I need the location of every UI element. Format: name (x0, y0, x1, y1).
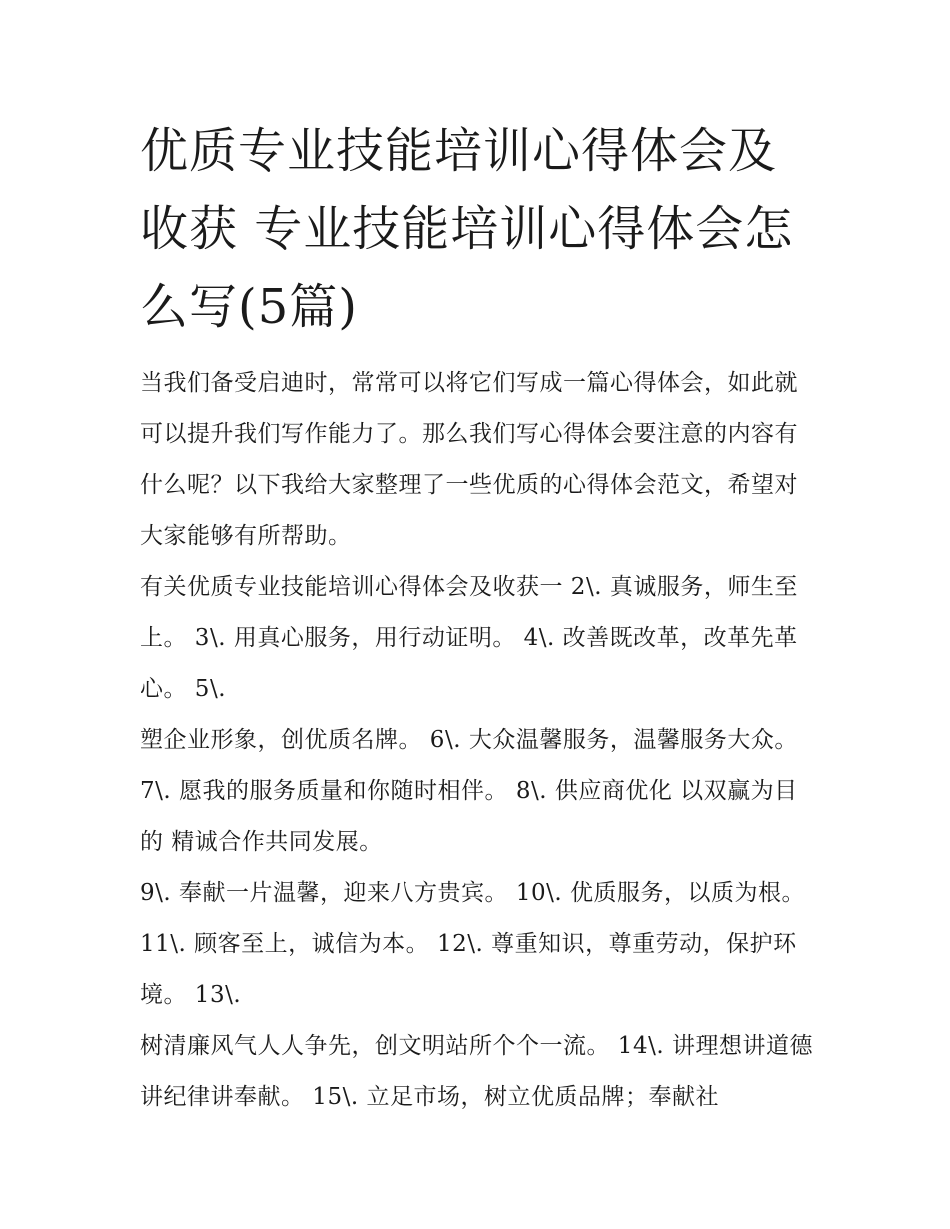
document-page (140, 112, 820, 1123)
document-title: 优质专业技能培训心得体会及收获 专业技能培训心得体会怎么写(5篇) (140, 123, 794, 335)
paragraph-intro: 当我们备受启迪时，常常可以将它们写成一篇心得体会，如此就可以提升我们写作能力了。那么我们写心得体会要注意的内容有什么呢？以下我给大家整理了一些优质的心得体会范文，希望对大家能够有所帮助。 (140, 370, 798, 549)
paragraph-slogans-3: 9\. 奉献一片温馨，迎来八方贵宾。 10\. 优质服务，以质为根。 11\. 顾客至上，诚信为本。 12\. 尊重知识，尊重劳动，保护环境。 13\. (140, 880, 805, 1008)
paragraph-slogans-4: 树清廉风气人人争先，创文明站所个个一流。 14\. 讲理想讲道德讲纪律讲奉献。 15\. 立足市场，树立优质品牌；奉献社 (140, 1033, 813, 1110)
document-body (140, 358, 820, 1123)
paragraph-slogans-2: 塑企业形象，创优质名牌。 6\. 大众温馨服务，温馨服务大众。 7\. 愿我的服务质量和你随时相伴。 8\. 供应商优化 以双赢为目的 精诚合作共同发展。 (140, 727, 798, 855)
paragraph-slogans-1: 有关优质专业技能培训心得体会及收获一 2\. 真诚服务，师生至上。 3\. 用真心服务，用行动证明。 4\. 改善既改革，改革先革心。 5\. (140, 574, 798, 702)
